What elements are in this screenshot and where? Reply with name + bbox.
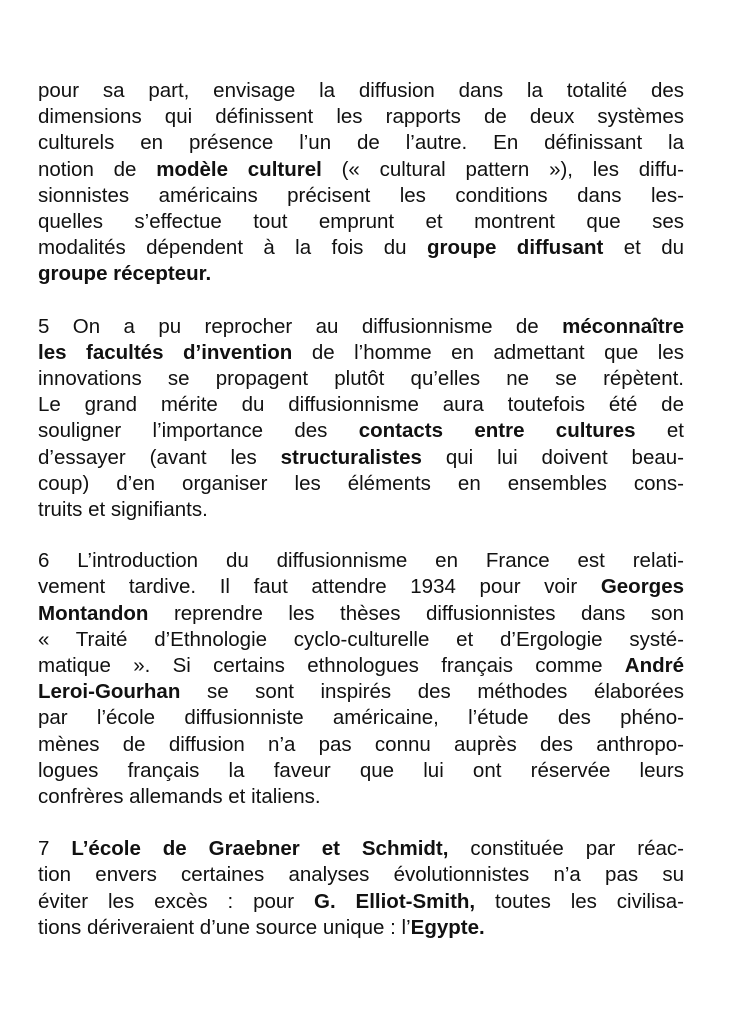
text-segment: mènes de diffusion n’a pas connu auprès des anthropo- [38,732,684,756]
text-line [38,705,684,731]
text-segment: pour sa part, envisage la diffusion dans la totalité des [38,79,684,102]
text-line [38,104,684,130]
paragraph-6-france [38,548,684,810]
text-line [38,758,684,784]
text-line [38,497,684,523]
text-line [38,653,684,679]
bold-term: Leroi-Gourhan [38,680,181,704]
text-segment: innovations se propagent plutôt qu’elles ne se répètent. [38,367,684,391]
bold-term: les facultés d’invention [38,340,293,364]
text-segment: dimensions qui définissent les rapports de deux systèmes [38,105,684,129]
text-segment: (« cultural pattern »), les diffu- [321,157,684,181]
text-line [38,78,684,104]
bold-term: groupe récepteur. [38,262,212,286]
text-segment: et [635,419,684,443]
text-line [38,445,684,471]
text-segment: notion de [38,157,157,181]
text-line [38,314,684,340]
text-line [38,889,684,915]
text-segment: constituée par réac- [448,837,685,861]
text-line [38,366,684,392]
text-segment: d’essayer (avant les [38,445,281,469]
bold-term: groupe diffusant [426,236,604,260]
text-segment: de l’homme en admettant que les [292,340,684,364]
text-segment: confrères allemands et italiens. [38,785,321,809]
text-line [38,471,684,497]
text-line [38,130,684,156]
text-line [38,627,684,653]
text-line [38,574,684,600]
bold-term: modèle culturel [156,157,322,181]
text-line [38,157,684,183]
text-segment: reprendre les thèses diffusionnistes dans son [148,601,684,625]
text-segment: tions dériveraient d’une source unique : l’ [38,915,411,939]
paragraph-diffusion-americaine [38,78,684,288]
text-segment: toutes les civilisa- [475,889,685,913]
text-segment: « Traité d’Ethnologie cyclo-culturelle et d’Ergologie systé- [38,627,684,651]
text-segment: par l’école diffusionniste américaine, l’étude des phéno- [38,706,684,730]
bold-term: Egypte. [410,915,485,939]
bold-term: méconnaître [562,314,684,338]
text-line [38,548,684,574]
text-line [38,679,684,705]
text-segment: 7 [38,837,72,861]
bold-term: André [624,654,684,678]
text-line [38,183,684,209]
text-segment: 5 On a pu reprocher au diffusionnisme de [38,314,563,338]
text-segment: Le grand mérite du diffusionnisme aura toutefois été de [38,393,684,417]
text-line [38,340,684,366]
bold-term: Montandon [38,601,149,625]
text-segment: culturels en présence l’un de l’autre. En définissant la [38,131,684,155]
text-segment: coup) d’en organiser les éléments en ensembles cons- [38,471,684,495]
text-segment: truits et signifiants. [38,498,208,522]
text-line [38,209,684,235]
text-segment: modalités dépendent à la fois du [38,236,427,260]
text-line [38,235,684,261]
text-segment: vement tardive. Il faut attendre 1934 pour voir [38,575,601,599]
text-line [38,862,684,888]
text-segment: et du [603,236,684,260]
text-line [38,915,684,941]
text-segment: tion envers certaines analyses évolutionnistes n’a pas su [38,863,684,887]
text-line [38,261,684,287]
text-segment: éviter les excès : pour [38,889,315,913]
text-line [38,418,684,444]
bold-term: G. Elliot-Smith, [314,889,476,913]
text-line [38,836,684,862]
paragraph-5-critique [38,314,684,524]
text-segment: souligner l’importance des [38,419,359,443]
text-segment: logues français la faveur que lui ont réservée leurs [38,758,684,782]
bold-term: structuralistes [280,445,422,469]
text-line [38,601,684,627]
document-page [38,78,684,941]
text-segment: sionnistes américains précisent les conditions dans les- [38,183,684,207]
text-segment: quelles s’effectue tout emprunt et montrent que ses [38,210,684,234]
bold-term: L’école de Graebner et Schmidt, [71,837,449,861]
paragraph-7-graebner-schmidt [38,836,684,941]
text-segment: matique ». Si certains ethnologues français comme [38,654,625,678]
bold-term: Georges [600,575,684,599]
bold-term: contacts entre cultures [358,419,636,443]
text-segment: qui lui doivent beau- [421,445,684,469]
text-segment: se sont inspirés des méthodes élaborées [180,680,684,704]
text-segment: 6 L’introduction du diffusionnisme en France est relati- [38,549,684,573]
text-line [38,784,684,810]
text-line [38,732,684,758]
text-line [38,392,684,418]
